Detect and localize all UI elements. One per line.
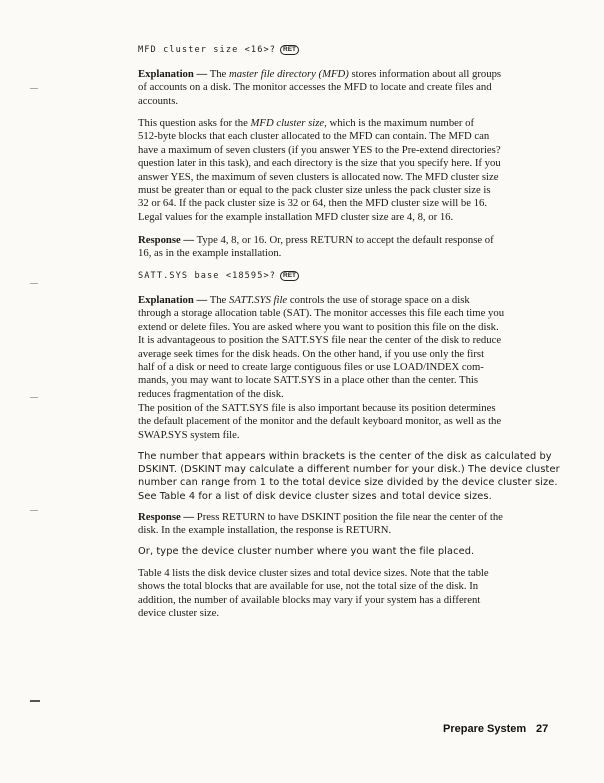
- explanation-paragraph: Explanation — The SATT.SYS file controls the use of storage space on a disk through a storage allocation table (SAT). The monitor accesses this file each time you extend or delete files. You are asked where you want to position this file on the disk. It is advantageous to position the SATT.SYS file near the center of the disk to reduce average seek times for the disk heads. On the other hand, if you use only the first half of a disk or need to create large contiguous files or use LOAD/INDEX com- mands, you may want to locate SATT.SYS in a place other than the center. This reduces fragmentation of the disk.: [138, 294, 505, 400]
- prompt-satt-sys-base: [138, 271, 299, 281]
- prompt-text: MFD cluster size <16>?: [138, 45, 277, 55]
- prompt-mfd-cluster-size: [138, 45, 299, 55]
- margin-mark: [30, 283, 38, 284]
- satt-position-paragraph: The position of the SATT.SYS file is also important because its position determines the default placement of the monitor and the default keyboard monitor, as well as the SWAP.SYS system file.: [138, 402, 502, 441]
- explanation-paragraph: Explanation — The master file directory (MFD) stores information about all groups of accounts on a disk. The monitor accesses the MFD to locate and create files and accounts.: [138, 68, 502, 107]
- page-number: 27: [536, 723, 549, 735]
- prompt-text: SATT.SYS base <18595>?: [138, 271, 277, 281]
- return-key-icon: RET: [280, 271, 299, 281]
- response-paragraph: Response — Type 4, 8, or 16. Or, press RETURN to accept the default response of 16, as in the example installation.: [138, 234, 494, 260]
- response-paragraph: Response — Press RETURN to have DSKINT position the file near the center of the disk. In the example installation, the response is RETURN.: [138, 511, 503, 537]
- return-key-icon: RET: [280, 45, 299, 55]
- margin-mark: [30, 700, 40, 702]
- table-reference-paragraph: Table 4 lists the disk device cluster sizes and total device sizes. Note that the table shows the total blocks that are available for use, not the total size of the disk. In addition, the number of available blocks may vary if your system has a different device cluster size.: [138, 567, 489, 620]
- margin-mark: [30, 397, 38, 398]
- footer-section-title: Prepare System: [443, 723, 527, 735]
- margin-mark: [30, 510, 38, 511]
- bracket-number-paragraph: The number that appears within brackets is the center of the disk as calculated by DSKINT. (DSKINT may calculate a different number for your disk.) The device cluster number can range from 1 to the total device size divided by the device cluster size. See Table 4 for a list of disk device cluster sizes and total device sizes.: [138, 451, 560, 502]
- margin-mark: [30, 88, 38, 89]
- legal-values-paragraph: Legal values for the example installation MFD cluster size are 4, 8, or 16.: [138, 211, 454, 223]
- mfd-description-paragraph: This question asks for the MFD cluster size, which is the maximum number of 512-byte blocks that each cluster allocated to the MFD can contain. The MFD can have a maximum of seven clusters (if you answer YES to the Pre-extend directories? question later in this task), and each directory is the size that you specify here. If you answer YES, the maximum of seven clusters is allocated now. The MFD cluster size must be greater than or equal to the pack cluster size unless the pack cluster size is 32 or 64. If the pack cluster size is 32 or 64, then the MFD cluster size will be 16.: [138, 117, 501, 210]
- alternative-paragraph: Or, type the device cluster number where you want the file placed.: [138, 546, 475, 557]
